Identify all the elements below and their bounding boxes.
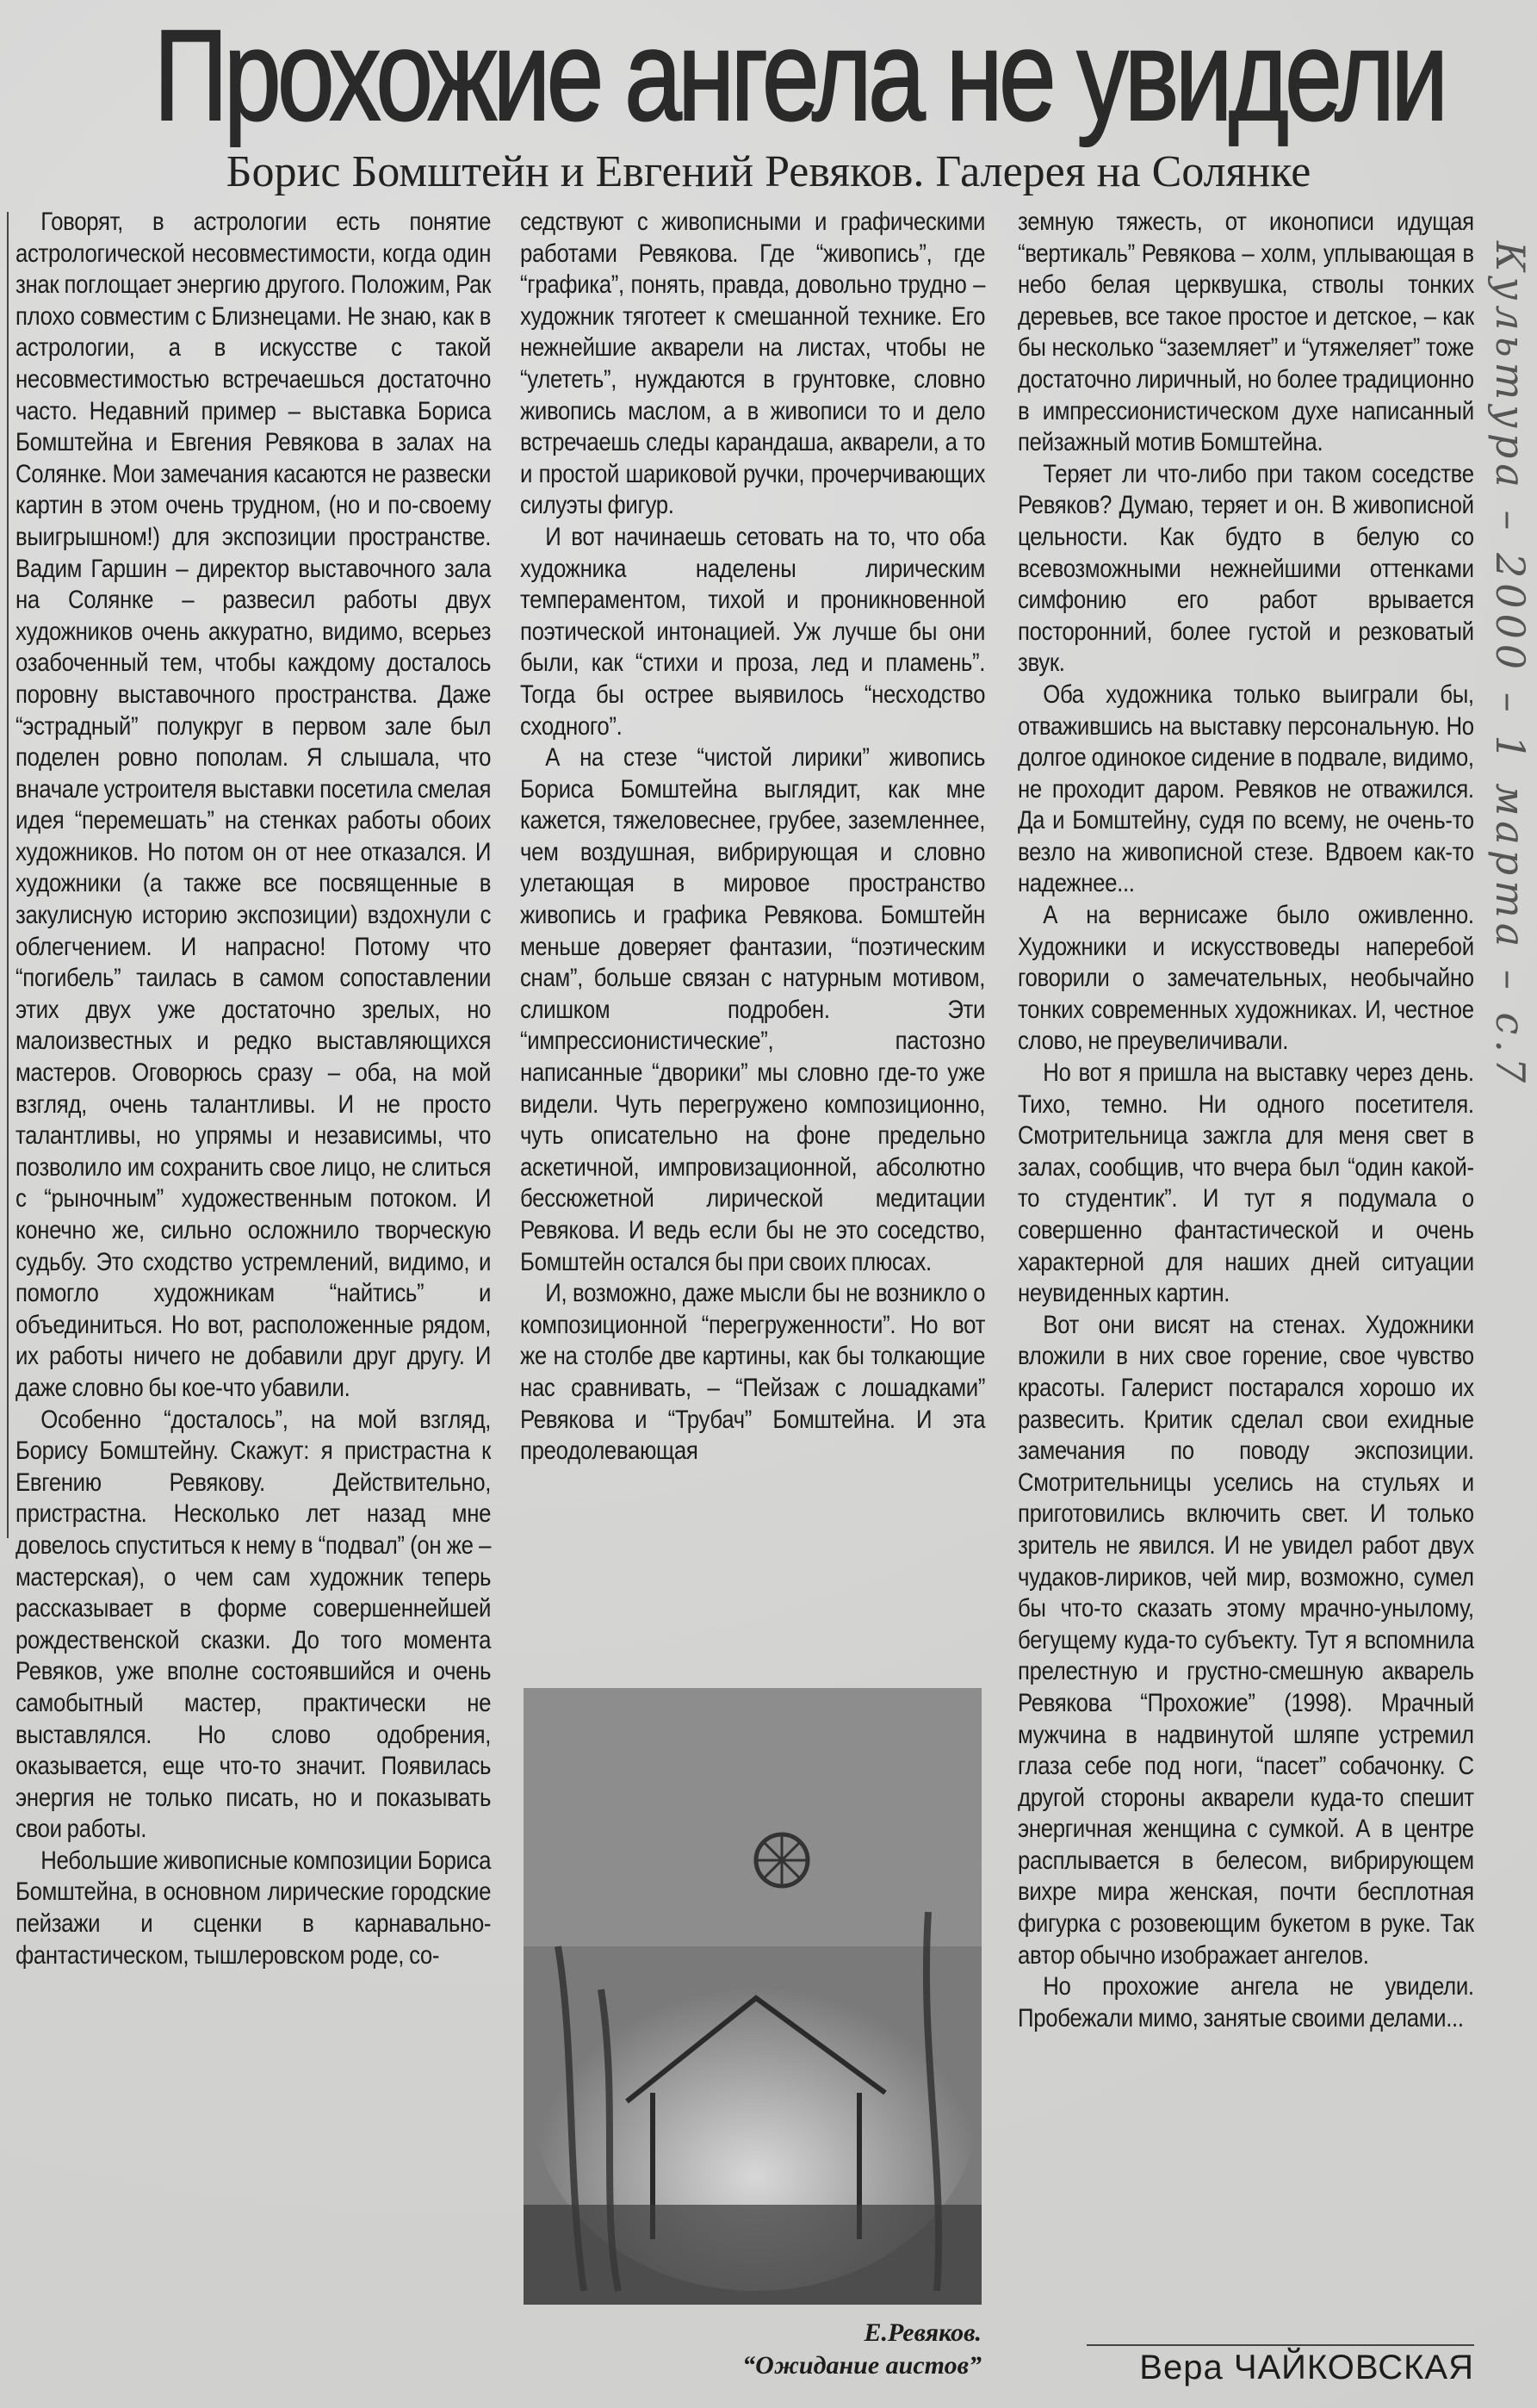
margin-rule [7, 212, 9, 1538]
paragraph: А на вернисаже было оживленно. Художники и искусствоведы наперебой говорили о замечательных, необычайно тонких современных художниках. И, честное слово, не преувеличивали. [1018, 901, 1474, 1056]
article-column-3 [1018, 207, 1474, 2034]
column-text [520, 207, 985, 1468]
paragraph: Оба художника только выиграли бы, отважившись на выставку персональную. Но долгое одинокое сидение в подвале, видимо, не проходит даром. Ревяков не отважился. Да и Бомштейну, судя по всему, не очень-то везло на живописной стезе. Вдвоем как-то надежнее... [1018, 680, 1474, 898]
paragraph: Говорят, в астрологии есть понятие астрологической несовместимости, когда один знак поглощает энергию другого. Положим, Рак плохо совместим с Близнецами. Не знаю, как в астрологии, а в искусстве с такой несовместимостью встречаешься достаточно часто. Недавний пример – выставка Бориса Бомштейна и Евгения Ревякова в залах на Солянке. Мои замечания касаются не развески картин в этом очень трудном, (но и по-своему выигрышном!) для экспозиции пространстве. Вадим Гаршин – директор выставочного зала на Солянке – развесил работы двух художников очень аккуратно, видимо, всерьез озабоченный тем, чтобы каждому досталось поровну выставочного пространства. Даже “эстрадный” полукруг в первом зале был поделен ровно пополам. Я слышала, что вначале устроителя выставки посетила смелая идея “перемешать” на стенках работы обоих художников. Но потом он от нее отказался. И художники (а также все посвященные в закулисную историю экспозиции) вздохнули с облегчением. И напрасно! Потому что “погибель” таилась в самом сопоставлении этих двух уже достаточно зрелых, но малоизвестных и редко выставляющихся мастеров. Оговорюсь сразу – оба, на мой взгляд, очень талантливы. И не просто талантливы, но упрямы и независимы, что позволило им сохранить свое лицо, не слиться с “рыночным” художественным потоком. И конечно же, сильно осложнило творческую судьбу. Это сходство устремлений, видимо, и помогло художникам “найтись” и объединиться. Но вот, расположенные рядом, их работы ничего не добавили друг другу. И даже словно бы кое-что убавили. [15, 208, 492, 1402]
caption-title: “Ожидание аистов” [742, 2351, 982, 2380]
paragraph: земную тяжесть, от иконописи идущая “вертикаль” Ревякова – холм, уплывающая в небо белая церквушка, стволы тонких деревьев, все такое простое и детское, – как бы несколько “заземляет” и “утяжеляет” тоже достаточно лиричный, но более традиционно в импрессионистическом духе написанный пейзажный мотив Бомштейна. [1018, 208, 1474, 457]
painting-image [524, 1688, 982, 2305]
caption-author: Е.Ревяков. [864, 2318, 982, 2347]
article-column-2 [520, 207, 985, 1468]
column-text [15, 207, 491, 1971]
column-text [1018, 207, 1474, 2034]
paragraph: И вот начинаешь сетовать на то, что оба художника наделены лирическим темпераментом, тихой и проникновенной поэтической интонацией. Уж лучше бы они были, как “стихи и проза, лед и пламень”. Тогда бы острее выявилось “несходство сходного”. [520, 522, 986, 741]
paragraph: седствуют с живописными и графическими работами Ревякова. Где “живопись”, где “графика”, понять, правда, довольно трудно – художник тяготеет к смешанной технике. Его нежнейшие акварели на листах, чтобы не “улететь”, нуждаются в грунтовке, словно живопись маслом, а в живописи то и дело встречаешь следы карандаша, акварели, а то и простой шариковой ручки, прочерчивающих силуэты фигур. [520, 208, 986, 520]
article-column-1 [15, 207, 491, 1971]
illustration-caption [603, 2317, 982, 2382]
paragraph: Теряет ли что-либо при таком соседстве Ревяков? Думаю, теряет и он. В живописной цельности. Как будто в белую со всевозможными нежнейшими оттенками симфонию его работ врывается посторонний, более густой и резковатый звук. [1018, 459, 1474, 678]
paragraph: Вот они висят на стенах. Художники вложили в них свое горение, свое чувство красоты. Галерист постарался хорошо их развесить. Критик сделал свои ехидные замечания по поводу экспозиции. Смотрительницы уселись на стульях и приготовились включить свет. И только зритель не явился. И не увидел работ двух чудаков-лириков, чей мир, возможно, сумел бы что-то сказать этому мрачно-унылому, бегущему куда-то субъекту. Тут я вспомнила прелестную и грустно-смешную акварель Ревякова “Прохожие” (1998). Мрачный мужчина в надвинутой шляпе устремил глаза себе под ноги, “пасет” собачонку. С другой стороны акварели куда-то спешит энергичная женщина с сумкой. А в центре расплывается в белесом, вибрирующем вихре мира женская, почти бесплотная фигурка с розовеющим букетом в руке. Так автор обычно изображает ангелов. [1018, 1310, 1474, 1970]
handwritten-note: Культура – 2000 – 1 марта – с.7 [1487, 241, 1534, 1089]
paragraph: Но вот я пришла на выставку через день. Тихо, темно. Ни одного посетителя. Смотрительница зажгла для меня свет в залах, сообщив, что вчера был “один какой-то студентик”. И тут я подумала о совершенно фантастической и очень характерной для наших дней ситуации неувиденных картин. [1018, 1058, 1474, 1308]
painting-illustration [524, 1688, 982, 2305]
byline: Вера ЧАЙКОВСКАЯ [1087, 2344, 1474, 2389]
paragraph: А на стезе “чистой лирики” живопись Бориса Бомштейна выглядит, как мне кажется, тяжеловеснее, грубее, заземленнее, чем воздушная, вибрирующая и словно улетающая в мировое пространство живопись и графика Ревякова. Бомштейн меньше доверяет фантазии, “поэтическим снам”, больше связан с натурным мотивом, слишком подробен. Эти “импрессионистические”, пастозно написанные “дворики” мы словно где-то уже видели. Чуть перегружено композиционно, чуть описательно на фоне предельно аскетичной, импровизационной, абсолютно бессюжетной лирической медитации Ревякова. И ведь если бы не это соседство, Бомштейн остался бы при своих плюсах. [520, 743, 986, 1276]
paragraph: Особенно “досталось”, на мой взгляд, Борису Бомштейну. Скажут: я пристрастна к Евгению Ревякову. Действительно, пристрастна. Несколько лет назад мне довелось спуститься к нему в “подвал” (он же – мастерская), о чем сам художник теперь рассказывает в форме совершеннейшей рождественской сказки. До того момента Ревяков, уже вполне состоявшийся и очень самобытный мастер, практически не выставлялся. Но слово одобрения, оказывается, еще что-то значит. Появилась энергия не только писать, но и показывать свои работы. [15, 1405, 492, 1844]
paragraph: Но прохожие ангела не увидели. Пробежали мимо, занятые своими делами... [1018, 1972, 1474, 2033]
subheadline: Борис Бомштейн и Евгений Ревяков. Галерея на Солянке [226, 147, 1311, 196]
paragraph: Небольшие живописные композиции Бориса Бомштейна, в основном лирические городские пейзажи и сценки в карнавально-фантастическом, тышлеровском роде, со- [15, 1846, 492, 1970]
paragraph: И, возможно, даже мысли бы не возникло о композиционной “перегруженности”. Но вот же на столбе две картины, как бы толкающие нас сравнивать, – “Пейзаж с лошадками” Ревякова и “Трубач” Бомштейна. И эта преодолевающая [520, 1279, 986, 1466]
headline: Прохожие ангела не увидели [153, 3, 1445, 147]
